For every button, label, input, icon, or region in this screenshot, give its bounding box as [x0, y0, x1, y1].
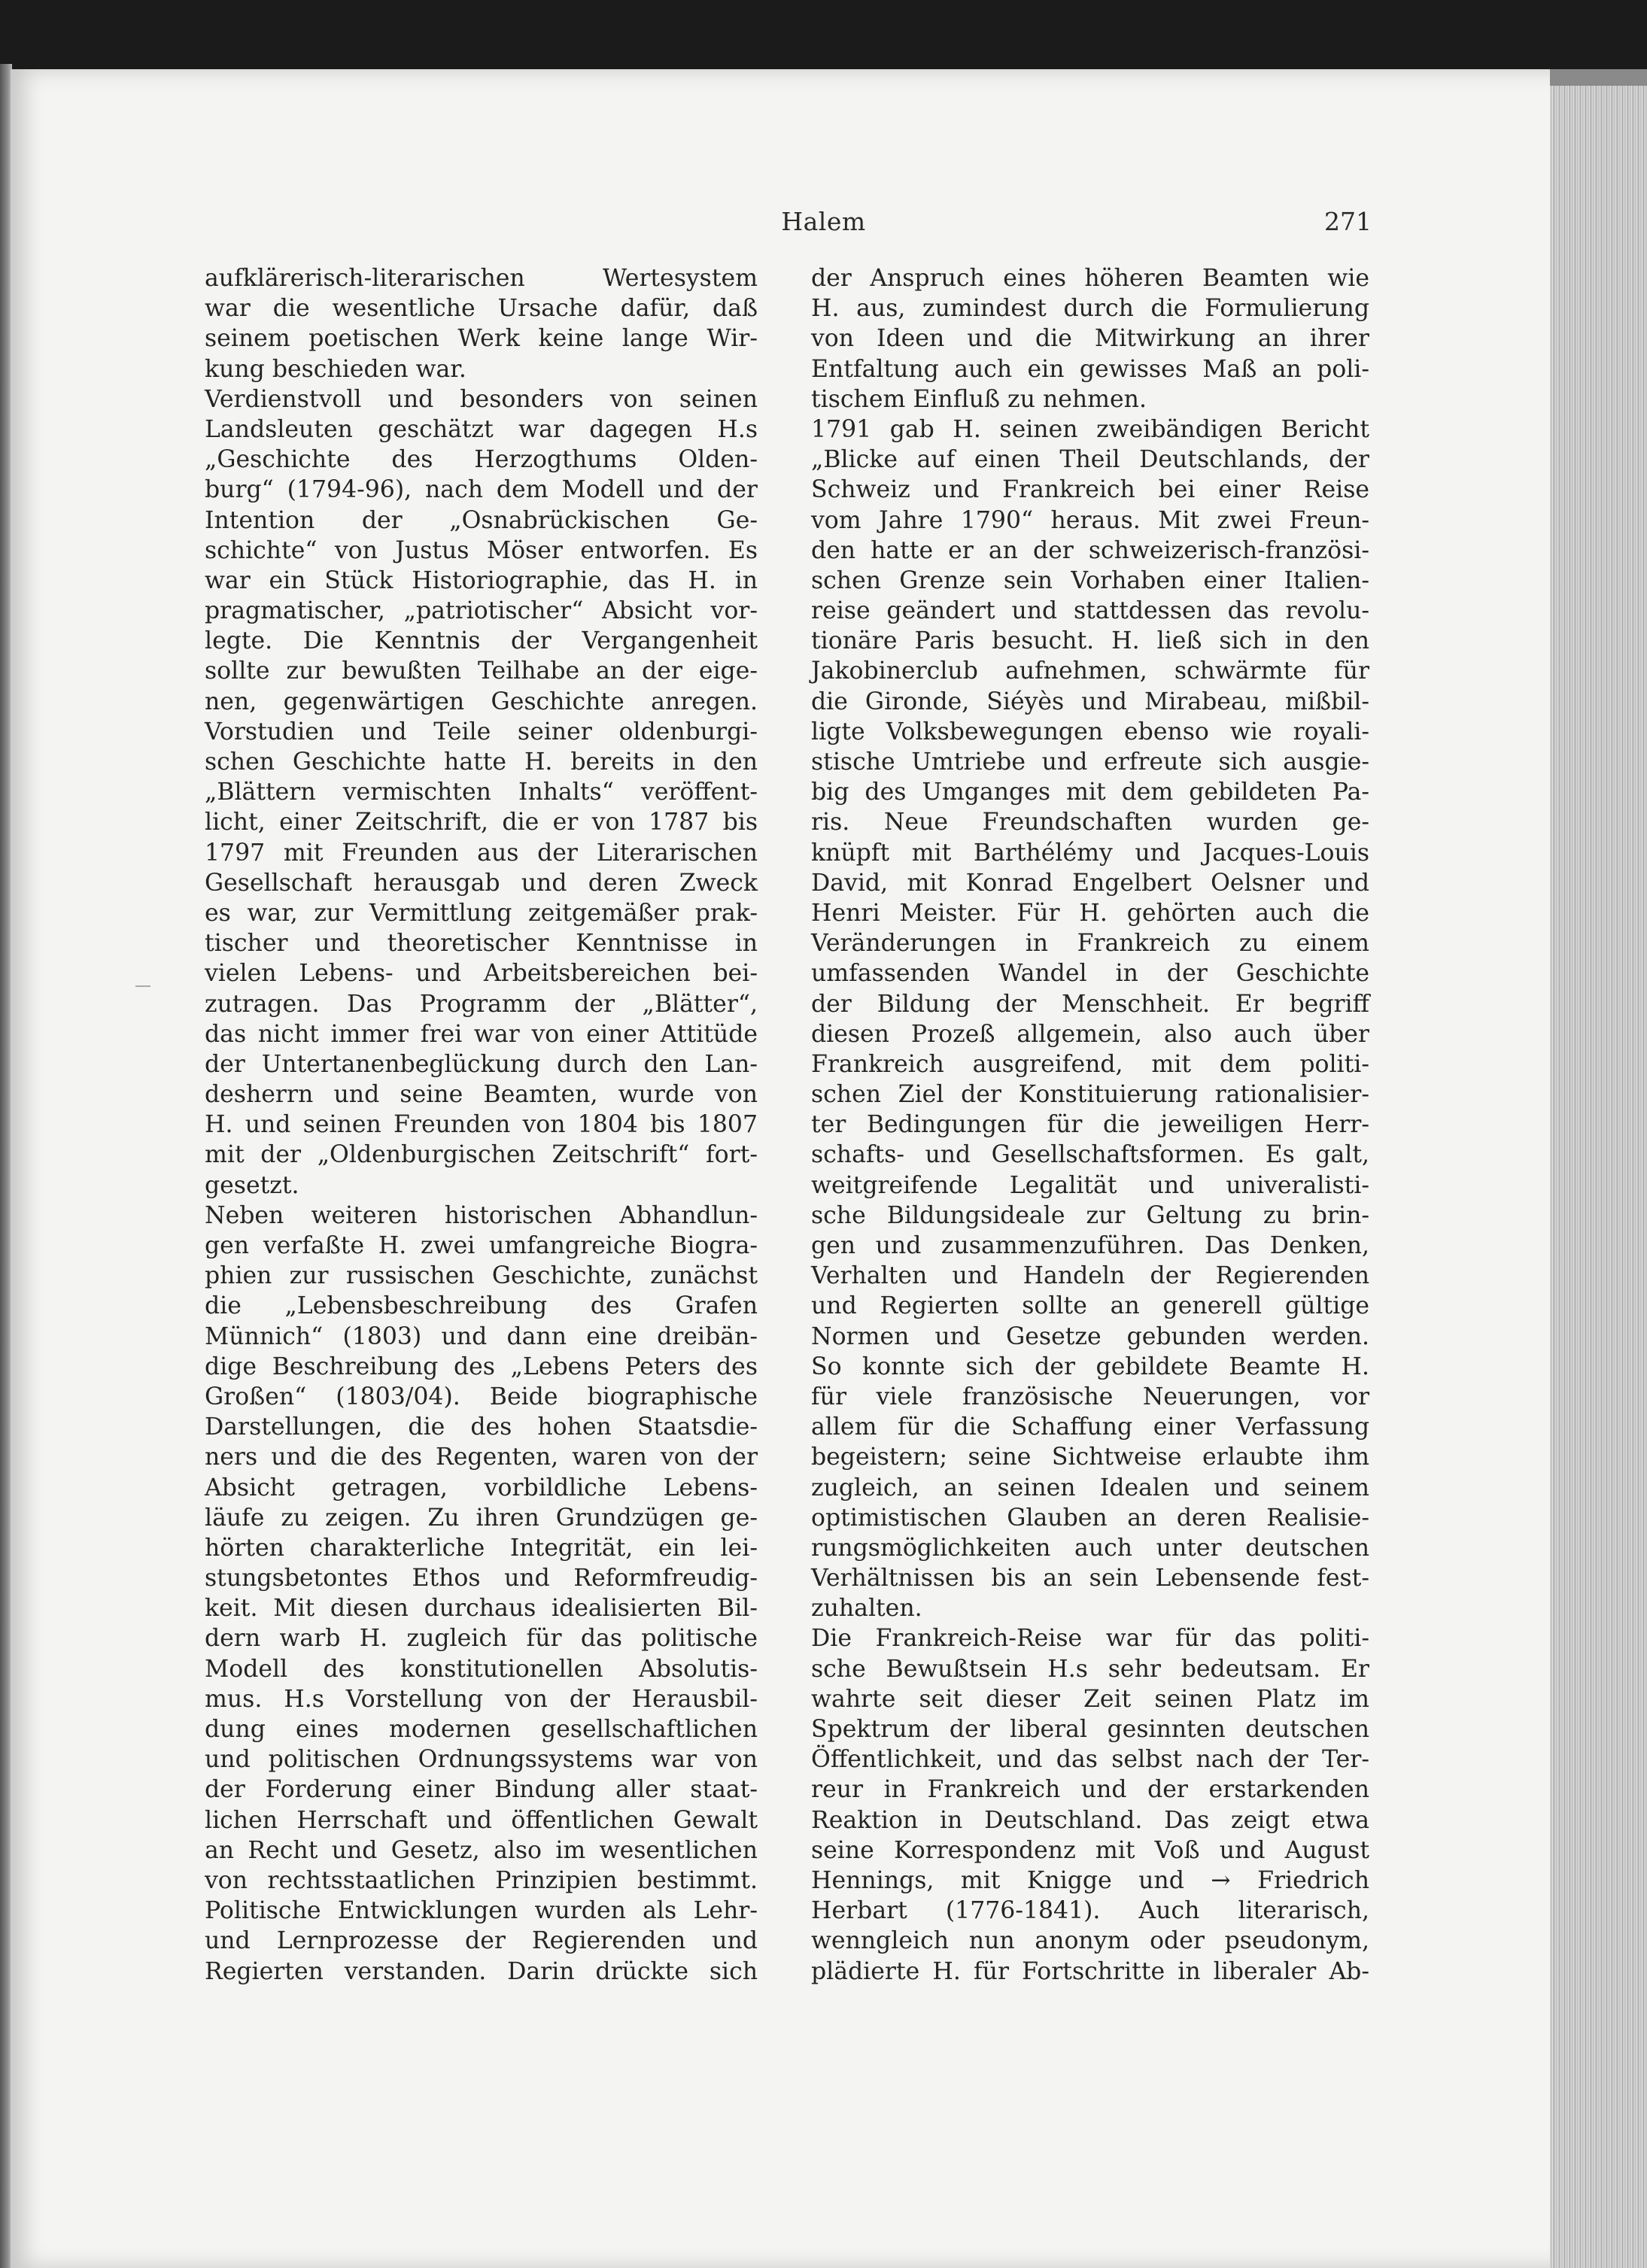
text-line: Politische Entwicklungen wurden als Lehr- [205, 1897, 758, 1925]
text-line: von rechtsstaatlichen Prinzipien bestimmt. [205, 1866, 758, 1894]
text-line: Verhältnissen bis an sein Lebensende fest- [811, 1565, 1369, 1592]
text-line: knüpft mit Barthélémy und Jacques-Louis [811, 839, 1369, 867]
text-line: desherrn und seine Beamten, wurde von [205, 1081, 758, 1109]
text-line: seinem poetischen Werk keine lange Wir- [205, 325, 758, 353]
text-line: begeistern; seine Sichtweise erlaubte ihm [811, 1444, 1369, 1471]
text-line: wenngleich nun anonym oder pseudonym, [811, 1927, 1369, 1955]
text-line: Die Frankreich-Reise war für das politi- [811, 1625, 1369, 1653]
text-line: licht, einer Zeitschrift, die er von 1787 bis [205, 809, 758, 836]
text-line: H. aus, zumindest durch die Formulierung [811, 295, 1369, 323]
text-line: für viele französische Neuerungen, vor [811, 1383, 1369, 1410]
text-line: vielen Lebens- und Arbeitsbereichen bei- [205, 960, 758, 988]
text-line: lichen Herrschaft und öffentlichen Gewalt [205, 1806, 758, 1834]
text-line: Darstellungen, die des hohen Staatsdie- [205, 1413, 758, 1441]
text-line: nen, gegenwärtigen Geschichte anregen. [205, 688, 758, 715]
text-column-left [205, 263, 758, 1987]
text-line: Regierten verstanden. Darin drückte sich [205, 1957, 758, 1985]
text-line: David, mit Konrad Engelbert Oelsner und [811, 869, 1369, 897]
text-line: Frankreich ausgreifend, mit dem politi- [811, 1050, 1369, 1078]
text-line: So konnte sich der gebildete Beamte H. [811, 1353, 1369, 1380]
text-line: tischem Einfluß zu nehmen. [811, 385, 1147, 413]
text-line: das nicht immer frei war von einer Attitüde [205, 1020, 758, 1048]
text-line: Henri Meister. Für H. gehörten auch die [811, 899, 1369, 927]
text-line: Verdienstvoll und besonders von seinen [205, 385, 758, 413]
text-line: Herbart (1776-1841). Auch literarisch, [811, 1897, 1369, 1925]
text-line: weitgreifende Legalität und univeralisti- [811, 1171, 1369, 1199]
text-line: dige Beschreibung des „Lebens Peters des [205, 1353, 758, 1380]
text-line: Münnich“ (1803) und dann eine dreibän- [205, 1322, 758, 1350]
text-line: tionäre Paris besucht. H. ließ sich in den [811, 627, 1369, 655]
text-line: war ein Stück Historiographie, das H. in [205, 566, 758, 594]
text-line: phien zur russischen Geschichte, zunächst [205, 1262, 758, 1290]
text-line: seine Korrespondenz mit Voß und August [811, 1836, 1369, 1864]
text-line: Vorstudien und Teile seiner oldenburgi- [205, 718, 758, 745]
text-line: zutragen. Das Programm der „Blätter“, [205, 990, 758, 1018]
text-line: der Anspruch eines höheren Beamten wie [811, 265, 1369, 292]
text-line: der Untertanenbeglückung durch den Lan- [205, 1050, 758, 1078]
text-line: gen und zusammenzuführen. Das Denken, [811, 1232, 1369, 1259]
text-line: sche Bewußtsein H.s sehr bedeutsam. Er [811, 1655, 1369, 1683]
text-line: H. und seinen Freunden von 1804 bis 1807 [205, 1111, 758, 1139]
text-line: Entfaltung auch ein gewisses Maß an poli- [811, 355, 1369, 383]
text-line: Großen“ (1803/04). Beide biographische [205, 1383, 758, 1410]
text-line: schichte“ von Justus Möser entworfen. Es [205, 536, 758, 564]
text-line: zugleich, an seinen Idealen und seinem [811, 1474, 1369, 1501]
text-line: zuhalten. [811, 1595, 922, 1623]
text-line: an Recht und Gesetz, also im wesentlichen [205, 1836, 758, 1864]
text-line: ners und die des Regenten, waren von der [205, 1444, 758, 1471]
text-line: kung beschieden war. [205, 355, 466, 383]
text-line: Reaktion in Deutschland. Das zeigt etwa [811, 1806, 1369, 1834]
text-line: Veränderungen in Frankreich zu einem [811, 930, 1369, 958]
text-line: Jakobinerclub aufnehmen, schwärmte für [811, 657, 1369, 685]
text-line: allem für die Schaffung einer Verfassung [811, 1413, 1369, 1441]
text-line: dung eines modernen gesellschaftlichen [205, 1716, 758, 1743]
text-line: ligte Volksbewegungen ebenso wie royali- [811, 718, 1369, 745]
text-line: Öffentlichkeit, und das selbst nach der Ter- [811, 1746, 1369, 1774]
text-line: „Geschichte des Herzogthums Olden- [205, 446, 758, 474]
running-title: Halem [781, 207, 866, 236]
page-number: 271 [1324, 207, 1372, 236]
text-line: burg“ (1794-96), nach dem Modell und der [205, 476, 758, 504]
text-line: keit. Mit diesen durchaus idealisierten Bil- [205, 1595, 758, 1623]
text-line: läufe zu zeigen. Zu ihren Grundzügen ge- [205, 1504, 758, 1532]
text-line: optimistischen Glauben an deren Realisie- [811, 1504, 1369, 1532]
text-line: die „Lebensbeschreibung des Grafen [205, 1292, 758, 1320]
text-line: Hennings, mit Knigge und → Friedrich [811, 1866, 1369, 1894]
text-line: Neben weiteren historischen Abhandlun- [205, 1201, 758, 1229]
text-line: Modell des konstitutionellen Absolutis- [205, 1655, 758, 1683]
text-line: mit der „Oldenburgischen Zeitschrift“ fort- [205, 1141, 758, 1169]
text-line: legte. Die Kenntnis der Vergangenheit [205, 627, 758, 655]
text-line: schafts- und Gesellschaftsformen. Es galt, [811, 1141, 1369, 1169]
text-line: wahrte seit dieser Zeit seinen Platz im [811, 1685, 1369, 1713]
text-line: stische Umtriebe und erfreute sich ausgie- [811, 748, 1369, 776]
text-line: schen Grenze sein Vorhaben einer Italien- [811, 566, 1369, 594]
text-line: big des Umganges mit dem gebildeten Pa- [811, 779, 1369, 806]
text-line: reise geändert und stattdessen das revolu- [811, 597, 1369, 625]
text-line: sche Bildungsideale zur Geltung zu brin- [811, 1201, 1369, 1229]
text-line: stungsbetontes Ethos und Reformfreudig- [205, 1565, 758, 1592]
text-line: den hatte er an der schweizerisch-französi- [811, 536, 1369, 564]
text-line: „Blicke auf einen Theil Deutschlands, der [811, 446, 1369, 474]
text-line: dern warb H. zugleich für das politische [205, 1625, 758, 1653]
text-line: reur in Frankreich und der erstarkenden [811, 1776, 1369, 1804]
text-line: schen Ziel der Konstituierung rationalisier- [811, 1081, 1369, 1109]
text-line: Landsleuten geschätzt war dagegen H.s [205, 415, 758, 443]
text-line: war die wesentliche Ursache dafür, daß [205, 295, 758, 323]
text-line: aufklärerisch-literarischen Wertesystem [205, 265, 758, 292]
text-line: umfassenden Wandel in der Geschichte [811, 960, 1369, 988]
text-line: Absicht getragen, vorbildliche Lebens- [205, 1474, 758, 1501]
text-line: und Regierten sollte an generell gültige [811, 1292, 1369, 1320]
text-line: gesetzt. [205, 1171, 299, 1199]
text-line: rungsmöglichkeiten auch unter deutschen [811, 1534, 1369, 1562]
text-line: ter Bedingungen für die jeweiligen Herr- [811, 1111, 1369, 1139]
text-line: plädierte H. für Fortschritte in liberaler Ab- [811, 1957, 1369, 1985]
text-column-right [811, 263, 1369, 1987]
margin-mark [135, 985, 150, 987]
text-line: Schweiz und Frankreich bei einer Reise [811, 476, 1369, 504]
text-line: mus. H.s Vorstellung von der Herausbil- [205, 1685, 758, 1713]
text-line: und politischen Ordnungssystems war von [205, 1746, 758, 1774]
text-line: der Bildung der Menschheit. Er begriff [811, 990, 1369, 1018]
text-line: Normen und Gesetze gebunden werden. [811, 1322, 1369, 1350]
text-line: 1797 mit Freunden aus der Literarischen [205, 839, 758, 867]
text-line: Gesellschaft herausgab und deren Zweck [205, 869, 758, 897]
page-edges [1550, 83, 1647, 2268]
text-line: 1791 gab H. seinen zweibändigen Bericht [811, 415, 1369, 443]
text-line: sollte zur bewußten Teilhabe an der eige- [205, 657, 758, 685]
text-line: „Blättern vermischten Inhalts“ veröffent- [205, 779, 758, 806]
text-line: ris. Neue Freundschaften wurden ge- [811, 809, 1369, 836]
text-line: die Gironde, Siéyès und Mirabeau, mißbil- [811, 688, 1369, 715]
text-line: und Lernprozesse der Regierenden und [205, 1927, 758, 1955]
text-line: schen Geschichte hatte H. bereits in den [205, 748, 758, 776]
text-line: vom Jahre 1790“ heraus. Mit zwei Freun- [811, 506, 1369, 534]
text-line: gen verfaßte H. zwei umfangreiche Biogra- [205, 1232, 758, 1259]
text-line: Intention der „Osnabrückischen Ge- [205, 506, 758, 534]
text-line: es war, zur Vermittlung zeitgemäßer prak- [205, 899, 758, 927]
text-line: der Forderung einer Bindung aller staat- [205, 1776, 758, 1804]
text-line: hörten charakterliche Integrität, ein lei- [205, 1534, 758, 1562]
text-line: diesen Prozeß allgemein, also auch über [811, 1020, 1369, 1048]
text-line: pragmatischer, „patriotischer“ Absicht vor- [205, 597, 758, 625]
text-line: von Ideen und die Mitwirkung an ihrer [811, 325, 1369, 353]
text-line: Verhalten und Handeln der Regierenden [811, 1262, 1369, 1290]
text-line: tischer und theoretischer Kenntnisse in [205, 930, 758, 958]
text-line: Spektrum der liberal gesinnten deutschen [811, 1716, 1369, 1743]
